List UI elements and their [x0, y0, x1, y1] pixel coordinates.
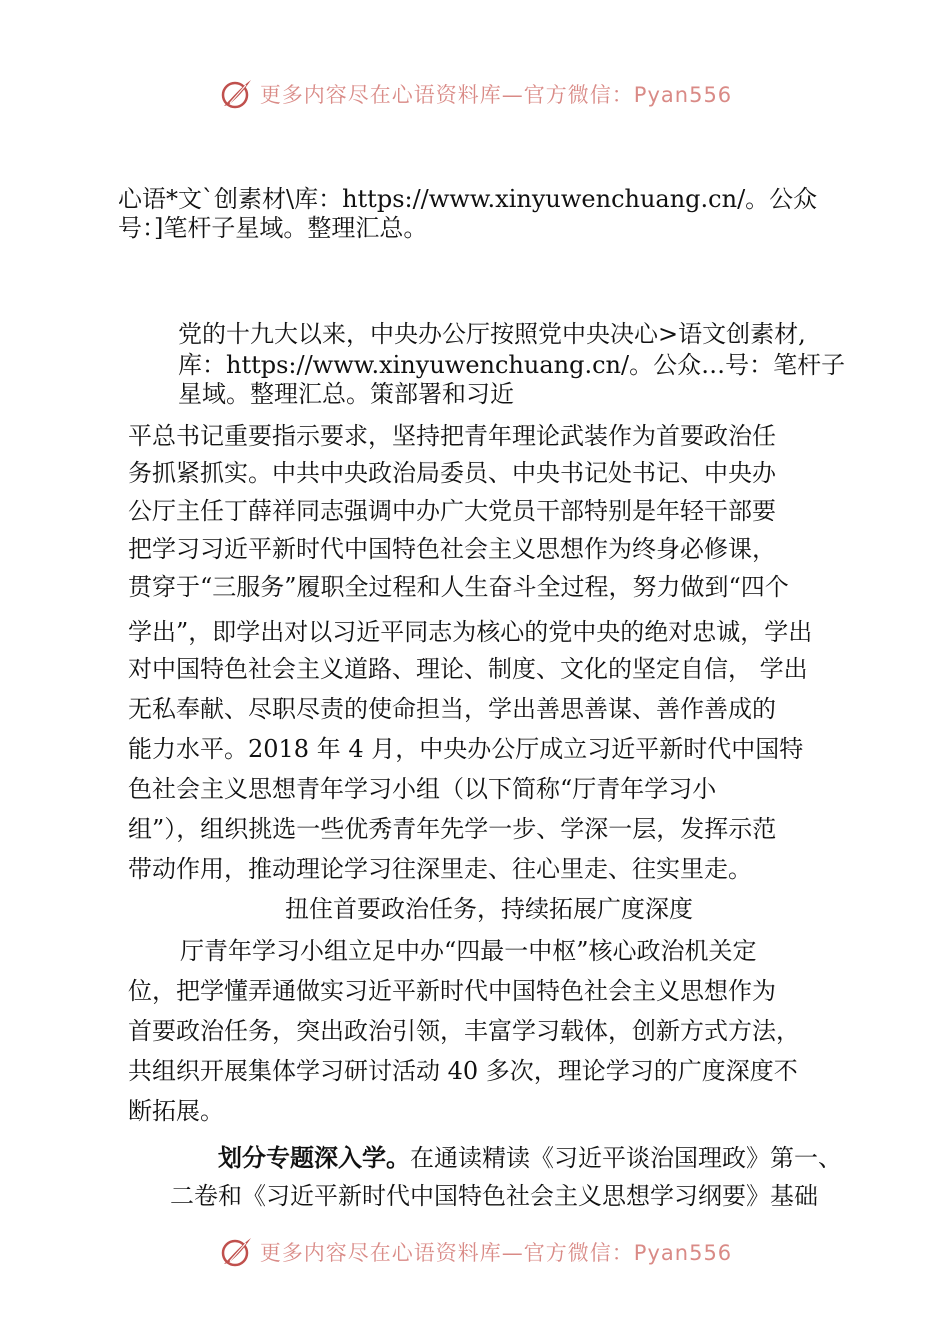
- para2-line: 厅青年学习小组立足中办“四最一中枢”核心政治机关定: [180, 937, 757, 965]
- header-banner-text: 更多内容尽在心语资料库—官方微信：Pyan556: [259, 83, 733, 107]
- intro-line: 星域。整理汇总。策部署和习近: [178, 380, 514, 408]
- header-banner: [0, 74, 950, 114]
- source-note-line: 号：]笔杆子星域。整理汇总。: [118, 214, 428, 242]
- footer-banner-text: 更多内容尽在心语资料库—官方微信：Pyan556: [259, 1241, 733, 1265]
- source-note-line: 心语*文`创素材\库：https://www.xinyuwenchuang.cn/。公众: [118, 185, 818, 213]
- para1-line: 组”），组织挑选一些优秀青年先学一步、学深一层，发挥示范: [128, 815, 777, 843]
- para1-line: 能力水平。2018 年 4 月，中央办公厅成立习近平新时代中国特: [128, 735, 804, 763]
- para2-line: 首要政治任务，突出政治引领，丰富学习载体，创新方式方法，: [128, 1017, 800, 1045]
- para3-bold-lead: 划分专题深入学。: [218, 1144, 410, 1172]
- para2-line: 位，把学懂弄通做实习近平新时代中国特色社会主义思想作为: [128, 977, 776, 1005]
- para1-line: 对中国特色社会主义道路、理论、制度、文化的坚定自信， 学出: [128, 655, 808, 683]
- para1-line: 带动作用，推动理论学习往深里走、往心里走、往实里走。: [128, 855, 752, 883]
- feather-logo-icon: [218, 1234, 254, 1270]
- para1-line: 平总书记重要指示要求，坚持把青年理论武装作为首要政治任: [128, 422, 776, 450]
- para3-first-line: [218, 1142, 842, 1174]
- para1-line: 贯穿于“三服务”履职全过程和人生奋斗全过程，努力做到“四个: [128, 573, 789, 601]
- intro-line: 库：https://www.xinyuwenchuang.cn/。公众…号：笔杆子: [178, 351, 846, 379]
- para2-line: 断拓展。: [128, 1097, 224, 1125]
- intro-line: 党的十九大以来，中央办公厅按照党中央决心>语文创素材,: [178, 320, 806, 348]
- para1-line: 务抓紧抓实。中共中央政治局委员、中央书记处书记、中央办: [128, 459, 776, 487]
- section-heading: 扭住首要政治任务，持续拓展广度深度: [285, 895, 693, 923]
- para3-line-rest: 在通读精读《习近平谈治国理政》第一、: [410, 1144, 842, 1172]
- para2-line: 共组织开展集体学习研讨活动 40 多次，理论学习的广度深度不: [128, 1057, 798, 1085]
- feather-logo-icon: [218, 76, 254, 112]
- para1-line: 无私奉献、尽职尽责的使命担当，学出善思善谋、善作善成的: [128, 695, 776, 723]
- para1-line: 公厅主任丁薛祥同志强调中办广大党员干部特别是年轻干部要: [128, 497, 776, 525]
- para1-line: 把学习习近平新时代中国特色社会主义思想作为终身必修课，: [128, 535, 776, 563]
- para1-line: 学出”，即学出对以习近平同志为核心的党中央的绝对忠诚，学出: [128, 618, 813, 646]
- footer-banner: [0, 1232, 950, 1272]
- para3-line: 二卷和《习近平新时代中国特色社会主义思想学习纲要》基础: [170, 1182, 818, 1210]
- para1-line: 色社会主义思想青年学习小组（以下简称“厅青年学习小: [128, 775, 717, 803]
